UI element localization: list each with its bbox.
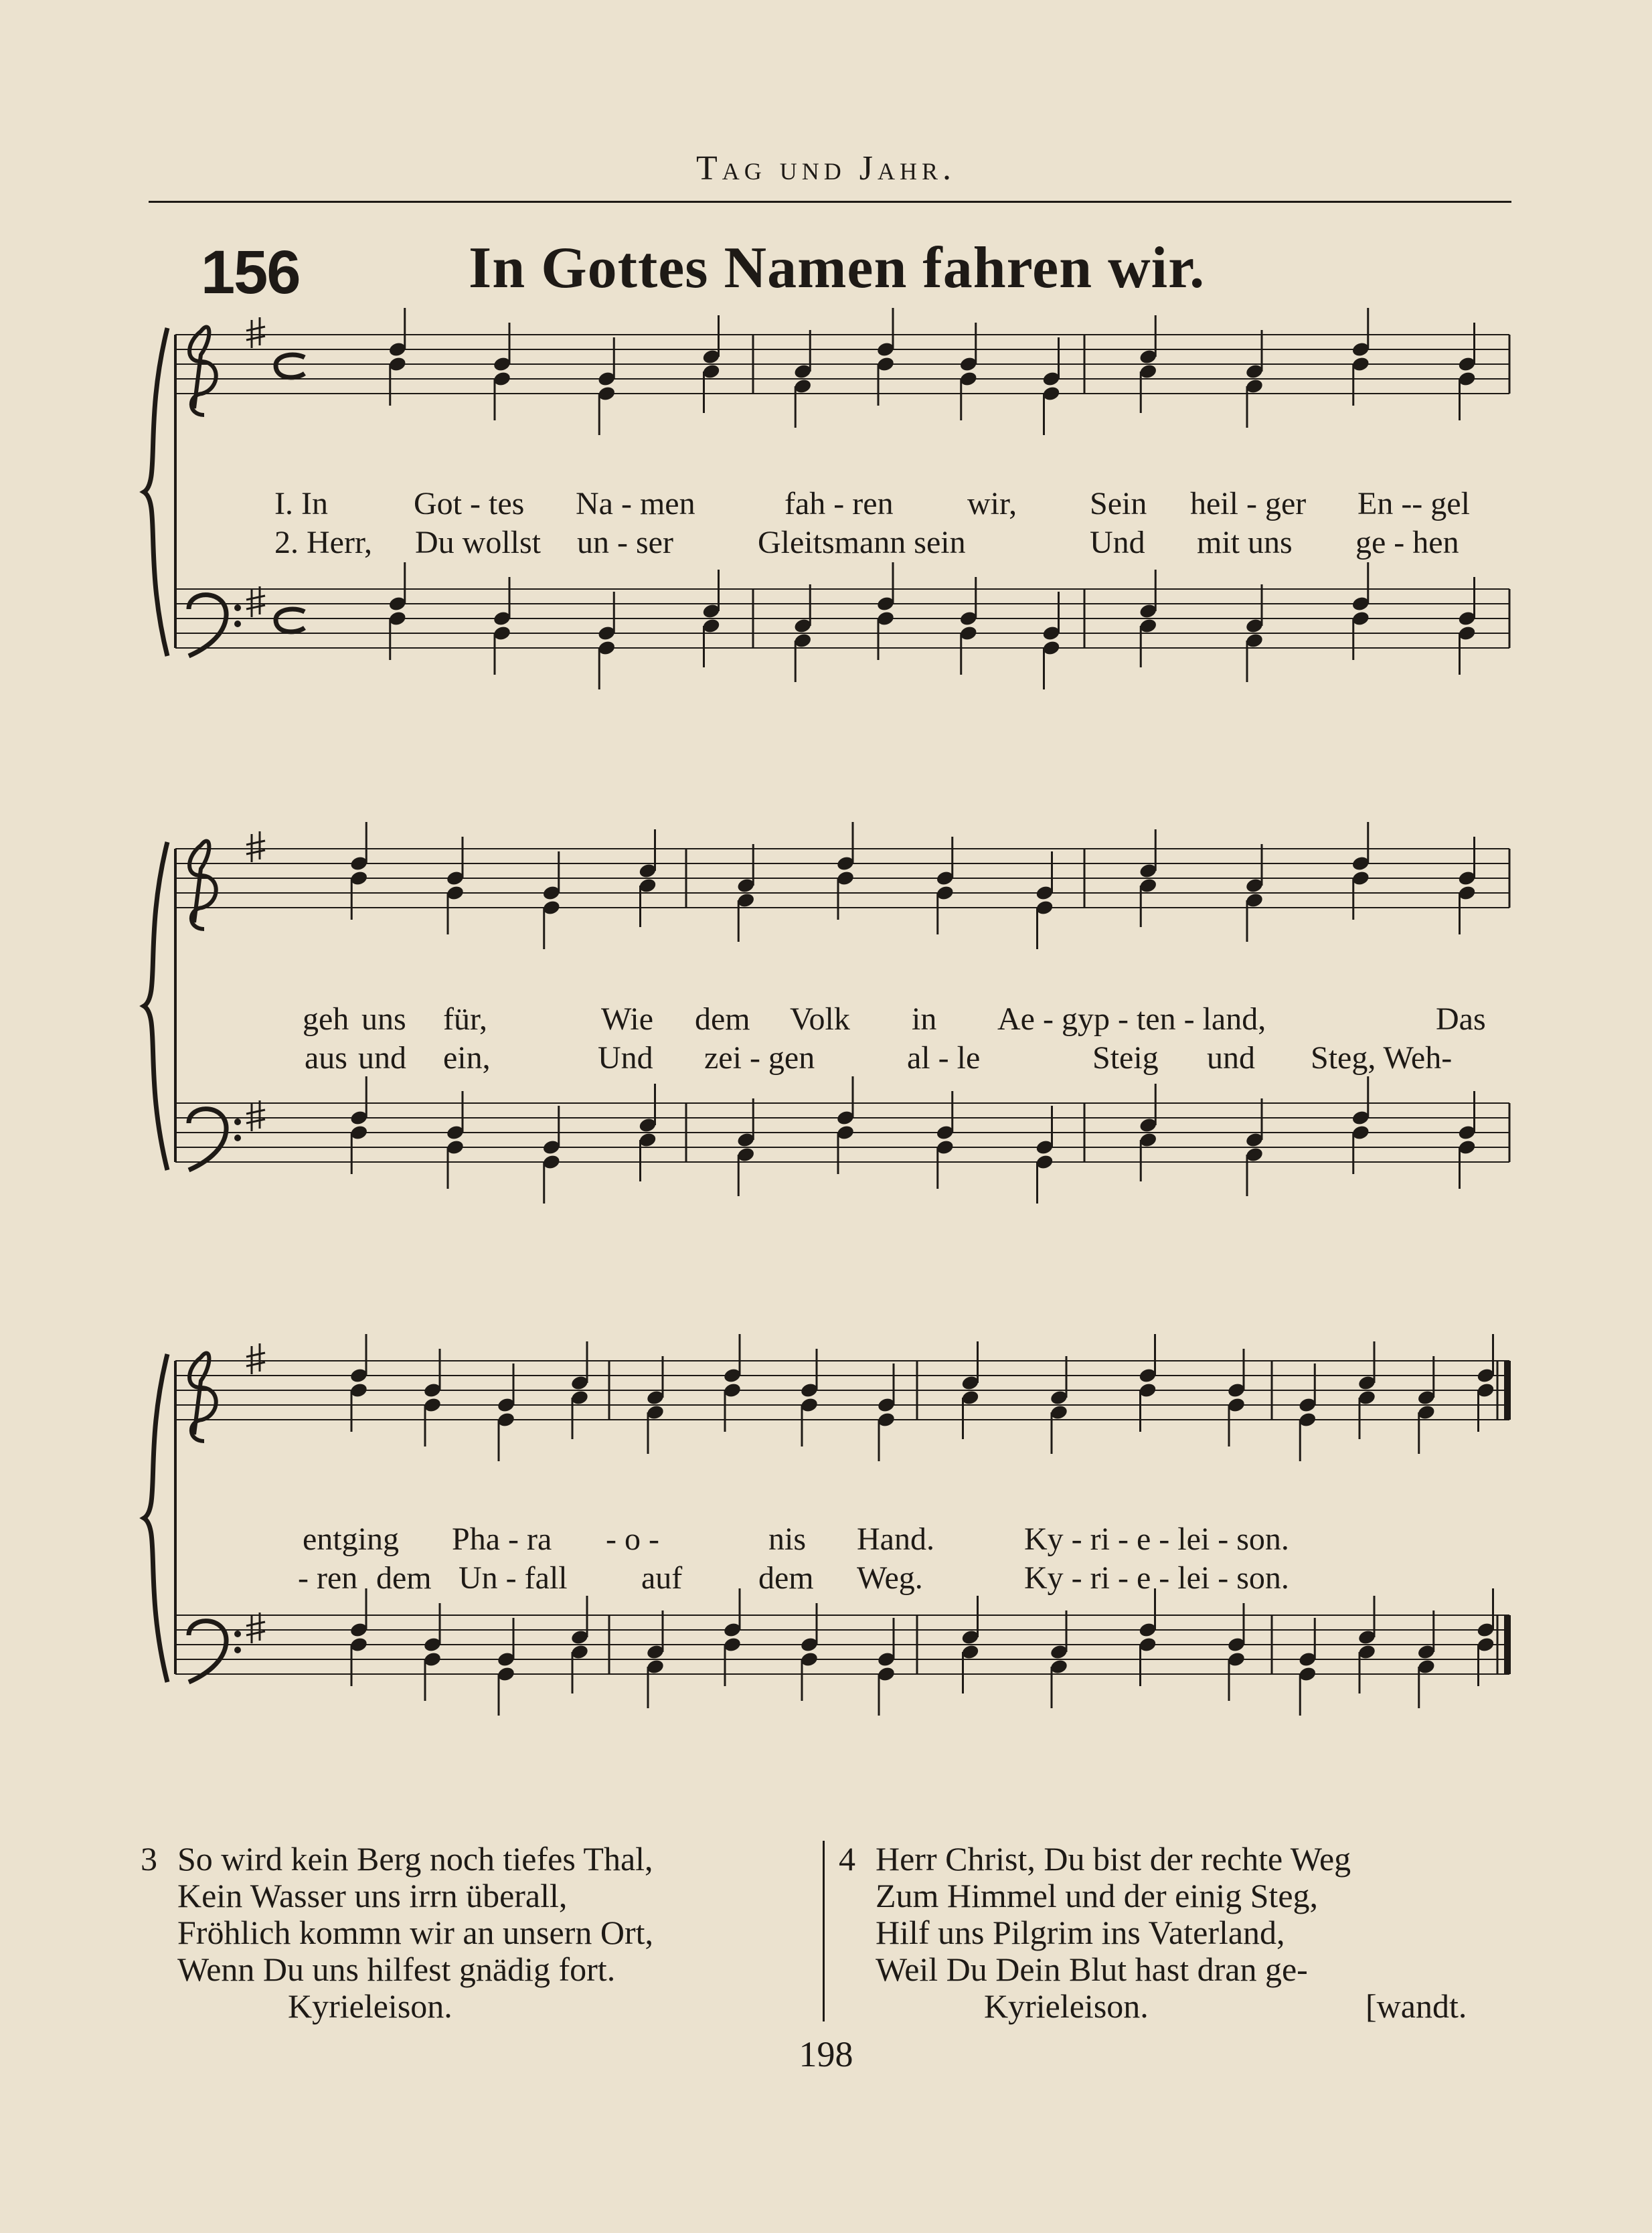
final-bar-line	[1504, 1615, 1511, 1674]
lyric-syllable: heil - ger	[1190, 486, 1307, 521]
lyric-syllable: nis	[768, 1521, 807, 1557]
lyric-syllable: uns	[361, 1001, 406, 1037]
lyric-syllable: wir,	[967, 486, 1017, 521]
lyric-syllable: und	[358, 1040, 406, 1076]
treble-clef-icon	[189, 1353, 216, 1441]
bass-clef-dot-icon	[234, 1631, 241, 1637]
lyric-syllable: Steig	[1092, 1040, 1159, 1076]
stanza-line: Kyrieleison.	[288, 1987, 452, 2025]
stanza-line: Zum Himmel und der einig Steg,	[876, 1877, 1319, 1914]
lyric-syllable: Steg, Weh-	[1311, 1040, 1453, 1076]
lyric-syllable: in	[912, 1001, 937, 1037]
lyric-syllable: Volk	[790, 1001, 850, 1037]
stanza-line: So wird kein Berg noch tiefes Thal,	[177, 1840, 653, 1878]
sharp-icon	[246, 1343, 265, 1374]
lyric-syllable: ein,	[443, 1040, 491, 1076]
lyric-syllable: Ky - ri - e - lei - son.	[1024, 1521, 1289, 1557]
lyric-syllable: Wie	[601, 1001, 654, 1037]
lyric-syllable: Un - fall	[459, 1560, 568, 1596]
stanza-line: [wandt.	[1366, 1987, 1467, 2025]
stanza-line: Weil Du Dein Blut hast dran ge-	[876, 1951, 1308, 1988]
lyric-syllable: Gleitsmann sein	[758, 525, 966, 560]
stanza-line: Wenn Du uns hilfest gnädig fort.	[177, 1951, 616, 1988]
lyric-syllable: Und	[598, 1040, 653, 1076]
lyric-syllable: Weg.	[857, 1560, 923, 1596]
lyric-syllable: Got - tes	[414, 486, 525, 521]
lyric-syllable: dem	[758, 1560, 814, 1596]
lyric-syllable: Sein	[1090, 486, 1147, 521]
stanza-number: 4	[839, 1840, 855, 1878]
lyric-syllable: 2. Herr,	[274, 525, 373, 560]
lyric-syllable: I. In	[274, 486, 328, 521]
lyric-syllable: mit uns	[1197, 525, 1293, 560]
lyric-syllable: un - ser	[577, 525, 673, 560]
lyric-syllable: aus	[305, 1040, 347, 1076]
lyric-syllable: al - le	[907, 1040, 981, 1076]
running-head: Tag und Jahr.	[696, 149, 956, 187]
lyric-syllable: ge - hen	[1355, 525, 1459, 560]
bass-clef-dot-icon	[234, 1647, 241, 1653]
lyric-syllable: Pha - ra	[452, 1521, 552, 1557]
stanza-line: Herr Christ, Du bist der rechte Weg	[876, 1840, 1351, 1878]
lyric-syllable: für,	[443, 1001, 488, 1037]
lyric-syllable: Na - men	[576, 486, 695, 521]
lyric-syllable: - o -	[606, 1521, 659, 1557]
page-number: 198	[799, 2034, 853, 2074]
stanza-number: 3	[141, 1840, 157, 1878]
stanza-divider	[823, 1841, 825, 2021]
lyric-syllable: fah - ren	[784, 486, 894, 521]
stanza-line: Hilf uns Pilgrim ins Vaterland,	[876, 1914, 1285, 1951]
final-bar-line	[1504, 1361, 1511, 1420]
lyric-syllable: Das	[1436, 1001, 1486, 1037]
stanza-line: Kyrieleison.	[984, 1987, 1149, 2025]
lyric-syllable: Ae - gyp - ten - land,	[997, 1001, 1266, 1037]
lyric-syllable: - ren	[298, 1560, 358, 1596]
lyric-syllable: auf	[641, 1560, 683, 1596]
lyric-syllable: En -- gel	[1357, 486, 1470, 521]
lyric-syllable: Und	[1090, 525, 1145, 560]
lyric-syllable: Du wollst	[415, 525, 542, 560]
lyric-syllable: entging	[303, 1521, 399, 1557]
lyric-syllable: dem	[376, 1560, 432, 1596]
lyric-syllable: geh	[303, 1001, 349, 1037]
lyric-syllable: Ky - ri - e - lei - son.	[1024, 1560, 1289, 1596]
lyric-syllable: Hand.	[857, 1521, 934, 1557]
hymn-number: 156	[201, 238, 300, 307]
stanza-line: Fröhlich kommn wir an unsern Ort,	[177, 1914, 654, 1951]
lyric-syllable: und	[1207, 1040, 1255, 1076]
lyric-syllable: zei - gen	[704, 1040, 815, 1076]
hymn-title: In Gottes Namen fahren wir.	[469, 236, 1206, 301]
sharp-icon	[246, 1612, 265, 1643]
brace	[144, 1354, 167, 1682]
lyric-syllable: dem	[695, 1001, 750, 1037]
stanza-line: Kein Wasser uns irrn überall,	[177, 1877, 568, 1914]
